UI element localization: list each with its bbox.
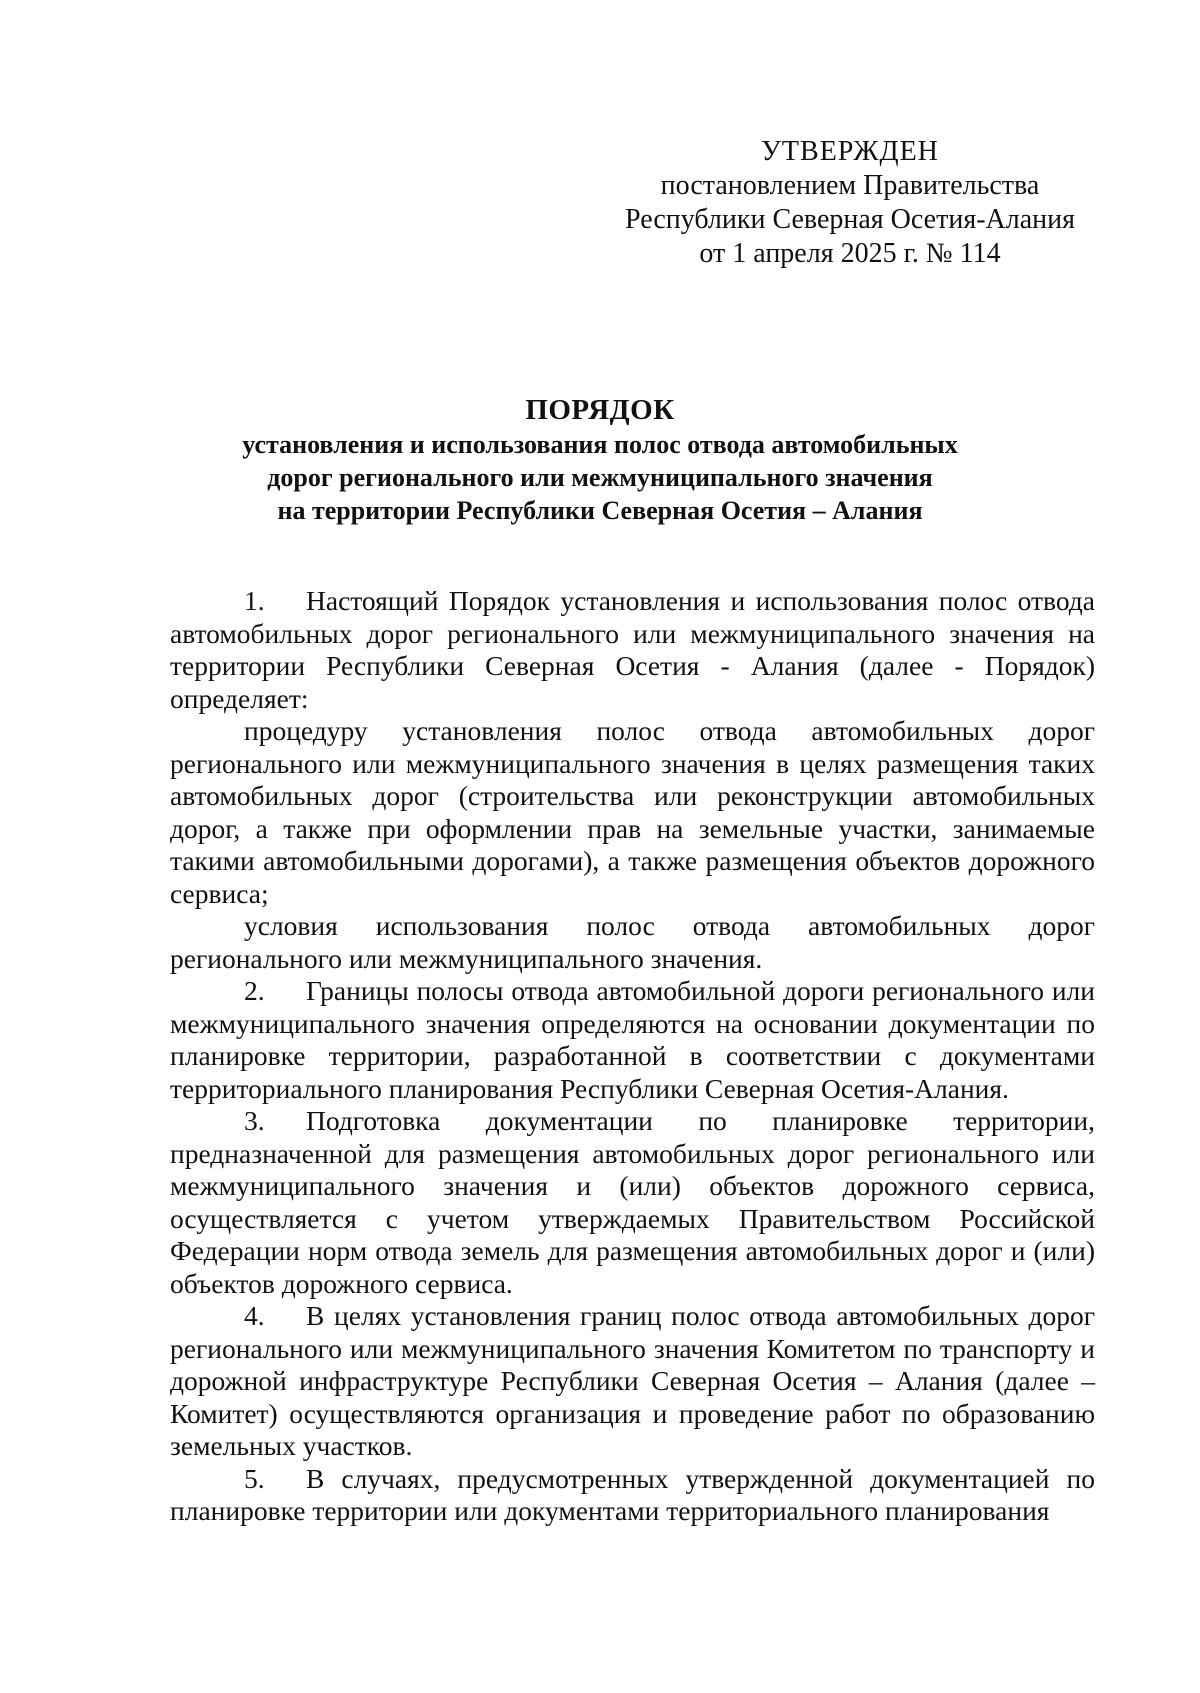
- title-heading: ПОРЯДОК: [525, 394, 675, 426]
- paragraph-text: Подготовка документации по планировке территории, предназначенной для размещения автомобильных дорог регионального или межмуниципального значения и (или) объектов дорожного сервиса, осуществляется с учетом утверждаемых Правительством Российской Федерации норм отвода земель для размещения автомобильных дорог и (или) объектов дорожного сервиса.: [170, 1105, 1095, 1299]
- paragraph-number: 5.: [244, 1462, 265, 1494]
- title-line-1: установления и использования полос отвода автомобильных: [242, 430, 958, 459]
- title-line-2: дорог регионального или межмуниципального значения: [267, 463, 933, 492]
- paragraph-3: [170, 1105, 1095, 1300]
- paragraph-1-item-conditions: [170, 910, 1095, 975]
- paragraph-5: [170, 1463, 1095, 1528]
- paragraph-text: условия использования полос отвода автомобильных дорог регионального или межмуниципального значения.: [170, 910, 1095, 974]
- paragraph-1-item-procedure: [170, 715, 1095, 910]
- title-line-3: на территории Республики Северная Осетия – Алания: [277, 496, 923, 525]
- paragraph-text: Настоящий Порядок установления и использования полос отвода автомобильных дорог регионального или межмуниципального значения на территории Республики Северная Осетия - Алания (далее - Порядок) определяет:: [170, 585, 1095, 714]
- paragraph-text: Границы полосы отвода автомобильной дороги регионального или межмуниципального значения определяются на основании документации по планировке территории, разработанной в соответствии с документами территориального планирования Республики Северная Осетия-Алания.: [170, 975, 1095, 1104]
- document-body: [170, 585, 1095, 1528]
- paragraph-number: 4.: [244, 1300, 265, 1331]
- paragraph-text: В случаях, предусмотренных утвержденной документацией по планировке территории или документами территориального планирования: [170, 1462, 1095, 1526]
- paragraph-4: [170, 1300, 1095, 1463]
- paragraph-number: 2.: [244, 975, 265, 1006]
- paragraph-text: В целях установления границ полос отвода автомобильных дорог регионального или межмуниципального значения Комитетом по транспорту и дорожной инфраструктуре Республики Северная Осетия – Алания (далее – Комитет) осуществляются организация и проведение работ по образованию земельных участков.: [170, 1300, 1095, 1461]
- approval-date-number: от 1 апреля 2025 г. № 114: [699, 238, 1001, 269]
- paragraph-number: 1.: [244, 585, 265, 616]
- approval-republic: Республики Северная Осетия-Алания: [625, 204, 1075, 235]
- paragraph-2: [170, 975, 1095, 1105]
- paragraph-1: [170, 585, 1095, 715]
- paragraph-text: процедуру установления полос отвода автомобильных дорог регионального или межмуниципального значения в целях размещения таких автомобильных дорог (строительства или реконструкции автомобильных дорог, а также при оформлении прав на земельные участки, занимаемые такими автомобильными дорогами), а также размещения объектов дорожного сервиса;: [170, 715, 1095, 909]
- paragraph-number: 3.: [244, 1105, 265, 1136]
- approval-heading: УТВЕРЖДЕН: [761, 136, 939, 167]
- approval-stamp-block: [600, 135, 1100, 271]
- approval-issuer: постановлением Правительства: [660, 170, 1040, 201]
- document-title: [160, 392, 1040, 527]
